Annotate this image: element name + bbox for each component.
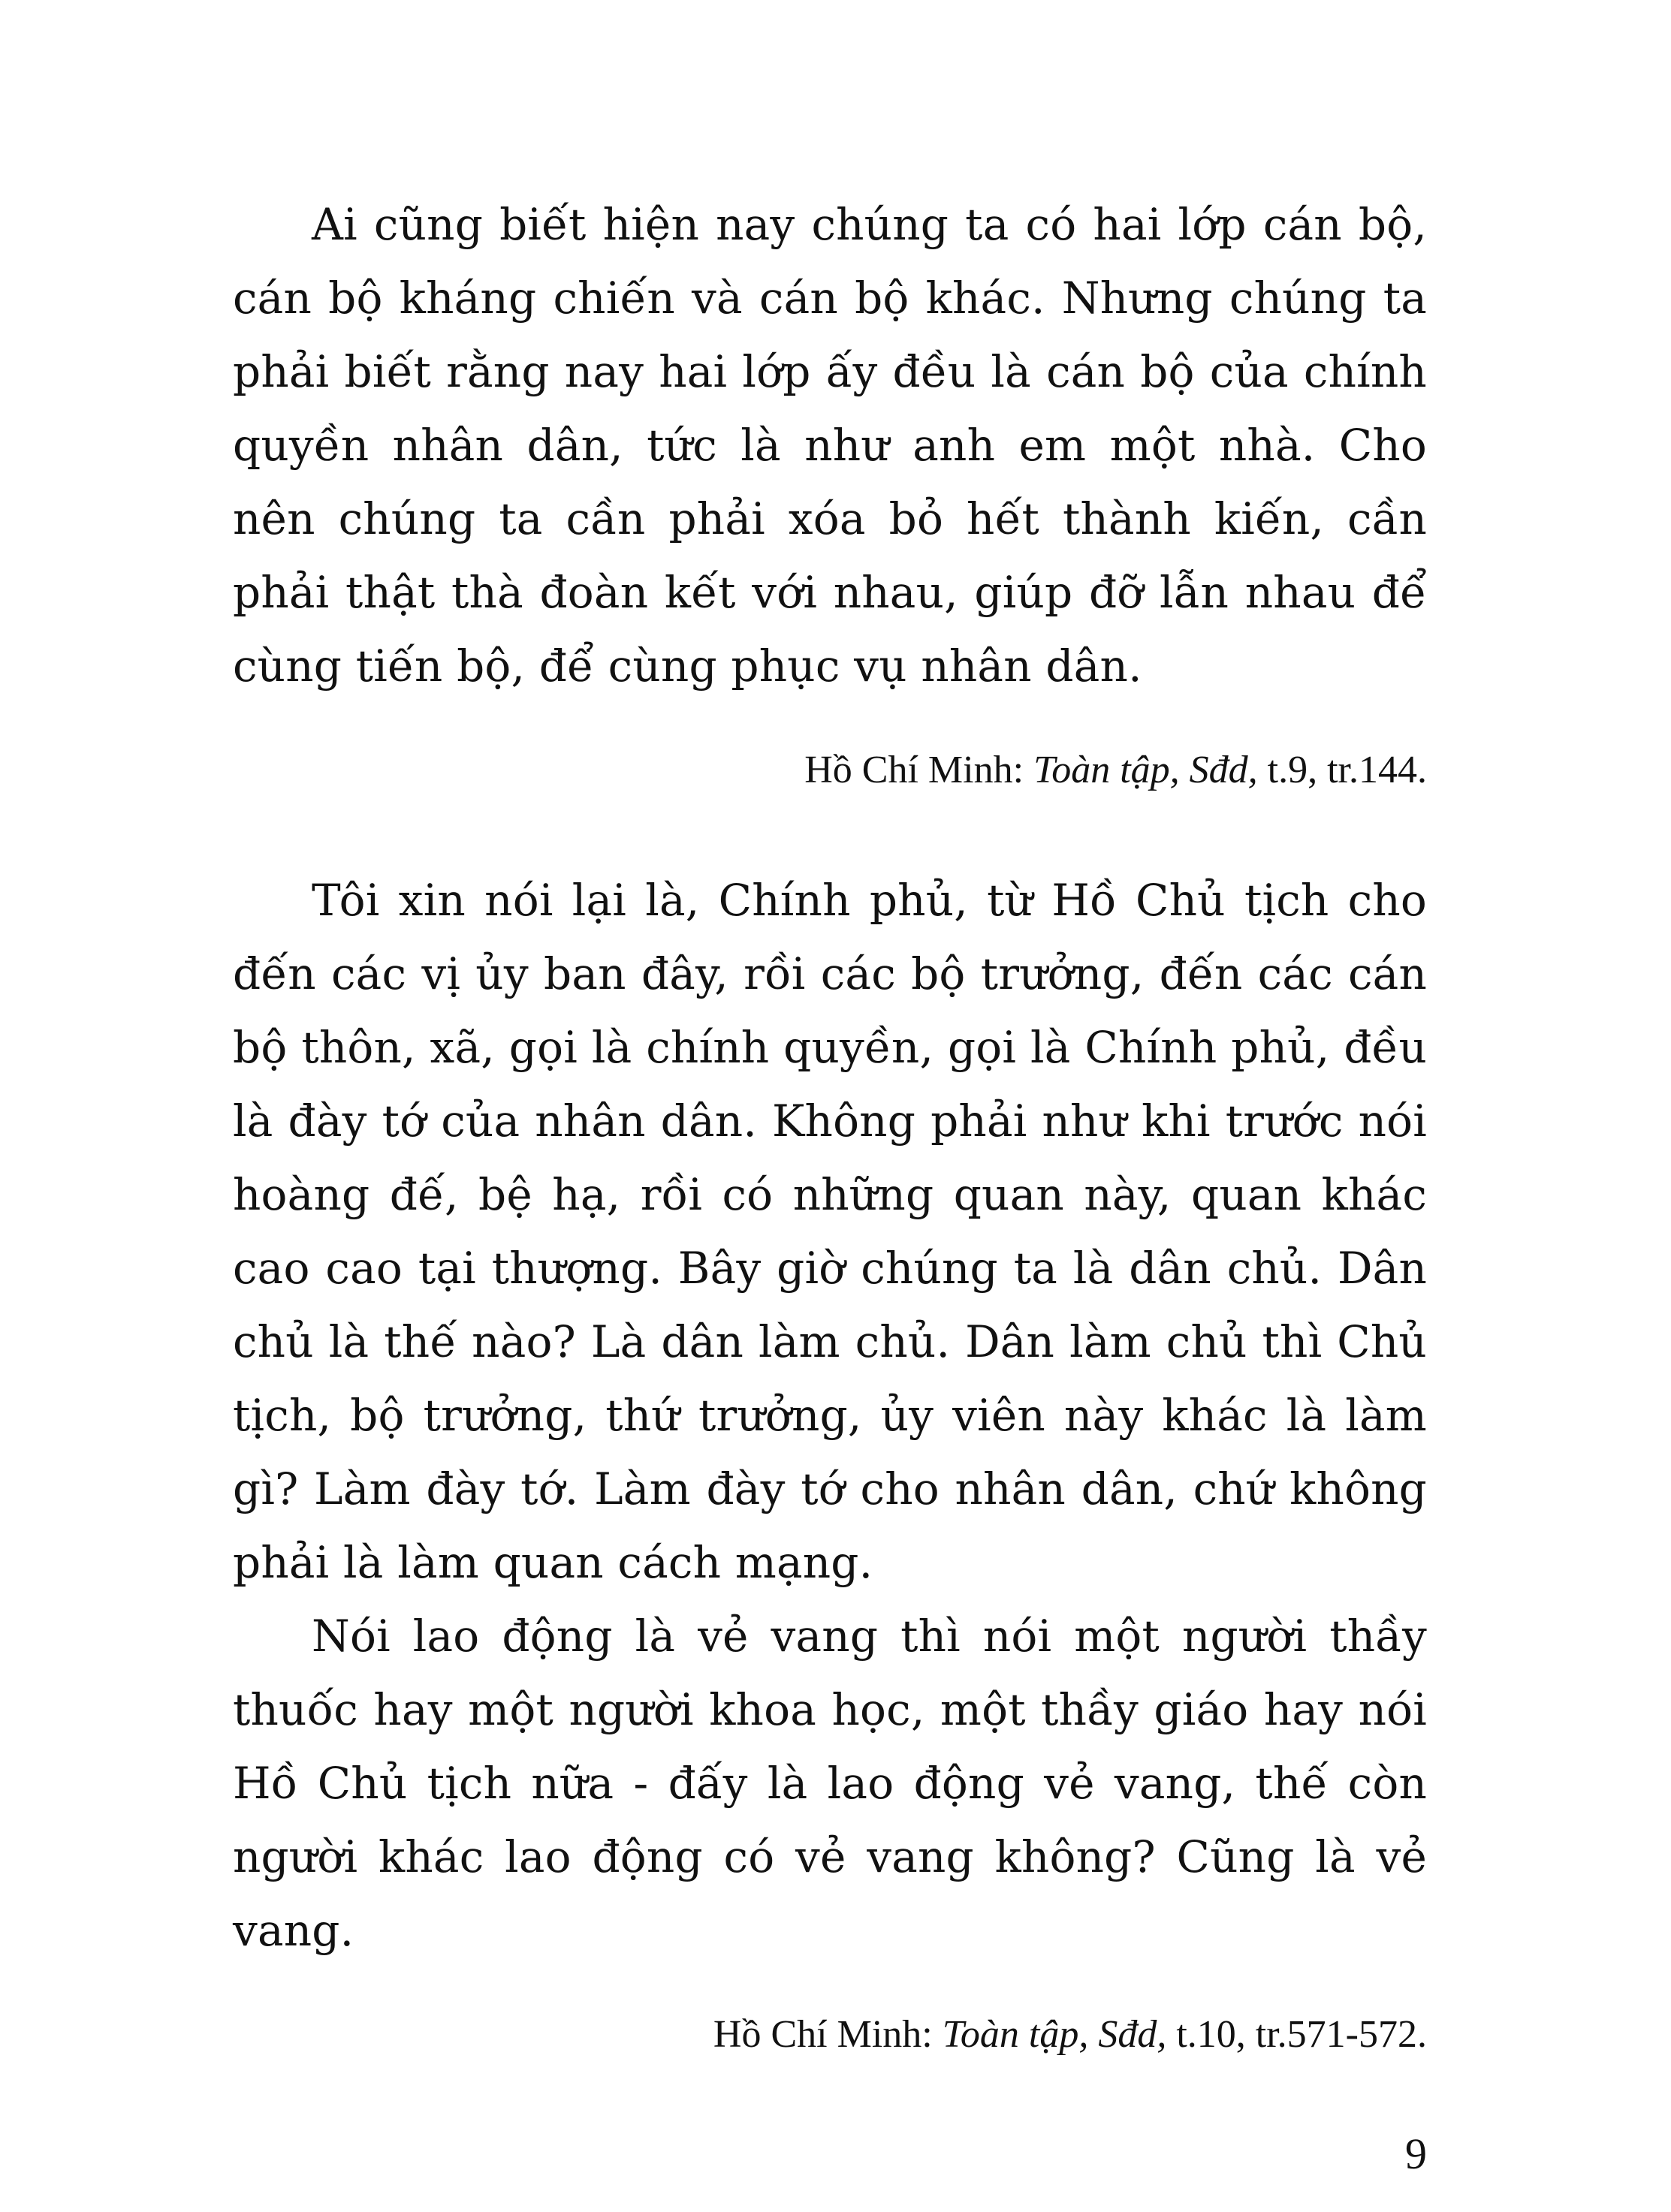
- citation-1-author: Hồ Chí Minh:: [804, 749, 1034, 791]
- citation-1: [233, 748, 1427, 792]
- page-body: [233, 188, 1427, 2057]
- citation-2-title: Toàn tập, Sđd,: [942, 2013, 1167, 2056]
- paragraph-2: Tôi xin nói lại là, Chính phủ, từ Hồ Chủ tịch cho đến các vị ủy ban đây, rồi các bộ trưởng, đến các cán bộ thôn, xã, gọi là chính quyền, gọi là Chính phủ, đều là đày tớ của nhân dân. Không phải như khi trước nói hoàng đế, bệ hạ, rồi có những quan này, quan khác cao cao tại thượng. Bây giờ chúng ta là dân chủ. Dân chủ là thế nào? Là dân làm chủ. Dân làm chủ thì Chủ tịch, bộ trưởng, thứ trưởng, ủy viên này khác là làm gì? Làm đày tớ. Làm đày tớ cho nhân dân, chứ không phải là làm quan cách mạng.: [233, 875, 1427, 1588]
- page-number: 9: [1405, 2129, 1427, 2178]
- citation-2-author: Hồ Chí Minh:: [713, 2013, 943, 2056]
- citation-1-ref: t.9, tr.144.: [1257, 749, 1427, 791]
- citation-1-title: Toàn tập, Sđd,: [1033, 749, 1258, 791]
- paragraph-1: Ai cũng biết hiện nay chúng ta có hai lớp cán bộ, cán bộ kháng chiến và cán bộ khác. Nhưng chúng ta phải biết rằng nay hai lớp ấy đều là cán bộ của chính quyền nhân dân, tức là như anh em một nhà. Cho nên chúng ta cần phải xóa bỏ hết thành kiến, cần phải thật thà đoàn kết với nhau, giúp đỡ lẫn nhau để cùng tiến bộ, để cùng phục vụ nhân dân.: [233, 199, 1427, 692]
- paragraph-3: Nói lao động là vẻ vang thì nói một người thầy thuốc hay một người khoa học, một thầy giáo hay nói Hồ Chủ tịch nữa - đấy là lao động vẻ vang, thế còn người khác lao động có vẻ vang không? Cũng là vẻ vang.: [233, 1611, 1427, 1956]
- citation-2: [233, 2012, 1427, 2057]
- citation-2-ref: t.10, tr.571-572.: [1166, 2013, 1427, 2056]
